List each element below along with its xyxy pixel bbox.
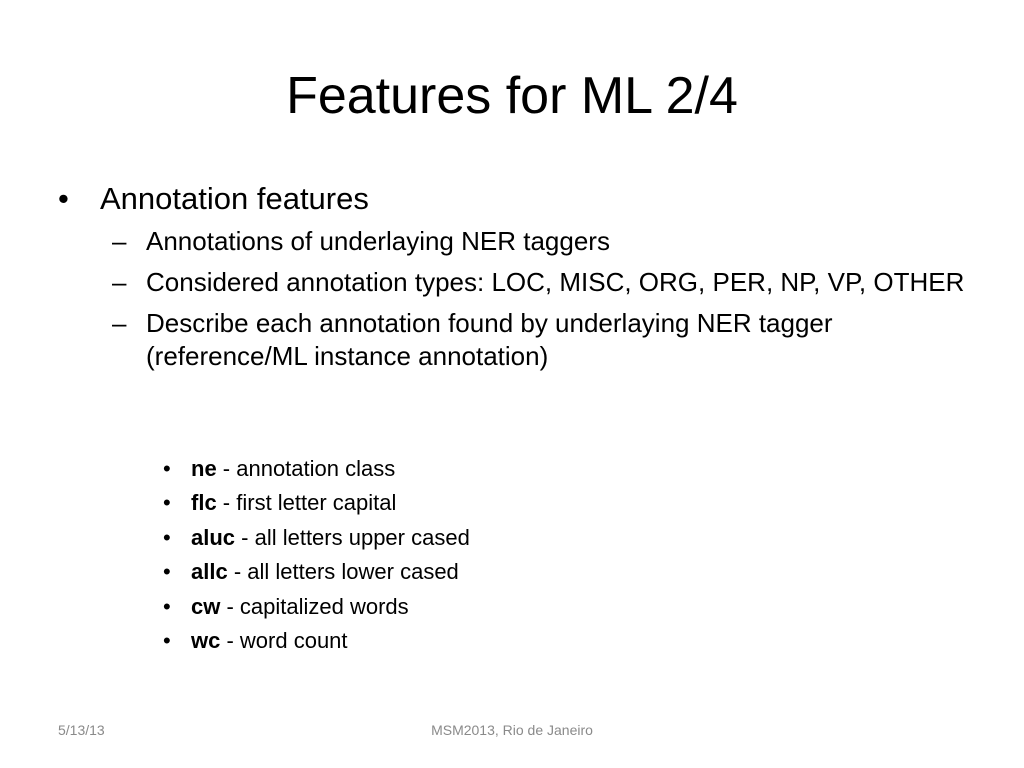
feature-item <box>163 521 470 555</box>
feature-description: - all letters upper cased <box>235 524 470 550</box>
feature-term: flc <box>191 490 217 516</box>
bullet-marker: • <box>163 490 171 516</box>
feature-description: - capitalized words <box>220 593 409 619</box>
bullet-marker: • <box>58 181 69 216</box>
footer-event: MSM2013, Rio de Janeiro <box>431 722 593 738</box>
feature-description: - word count <box>220 628 348 654</box>
bullet-marker: • <box>163 456 171 481</box>
feature-list <box>163 452 470 658</box>
feature-description: - annotation class <box>216 456 396 481</box>
dash-marker: – <box>112 308 127 338</box>
feature-term: wc <box>191 628 221 654</box>
sub-bullet <box>112 225 992 258</box>
dash-marker: – <box>112 267 127 297</box>
feature-item <box>163 555 470 589</box>
feature-item <box>163 486 470 520</box>
bullet-marker: • <box>163 593 171 619</box>
bullet-marker: • <box>163 628 171 654</box>
feature-item <box>163 452 470 486</box>
feature-term: allc <box>191 559 228 585</box>
main-bullet-text: Annotation features <box>100 181 369 216</box>
bullet-marker: • <box>163 559 171 585</box>
footer-date: 5/13/13 <box>58 722 105 738</box>
sub-bullet-text: Considered annotation types: LOC, MISC, ORG, PER, NP, VP, OTHER <box>146 267 965 297</box>
sub-bullet <box>112 266 992 299</box>
feature-description: - first letter capital <box>216 490 397 516</box>
bullet-marker: • <box>163 524 171 550</box>
feature-item <box>163 624 470 658</box>
sub-bullet-text: Annotations of underlaying NER taggers <box>146 226 610 256</box>
sub-bullet-text: Describe each annotation found by underlaying NER tagger (reference/ML instance annotation) <box>146 308 833 371</box>
sub-bullet <box>112 307 992 373</box>
sub-bullet-list <box>112 225 992 381</box>
feature-item <box>163 590 470 624</box>
feature-term: aluc <box>191 524 236 550</box>
slide-title: Features for ML 2/4 <box>286 67 738 125</box>
feature-term: cw <box>191 593 221 619</box>
dash-marker: – <box>112 226 127 256</box>
feature-description: - all letters lower cased <box>227 559 459 585</box>
feature-term: ne <box>191 456 217 481</box>
